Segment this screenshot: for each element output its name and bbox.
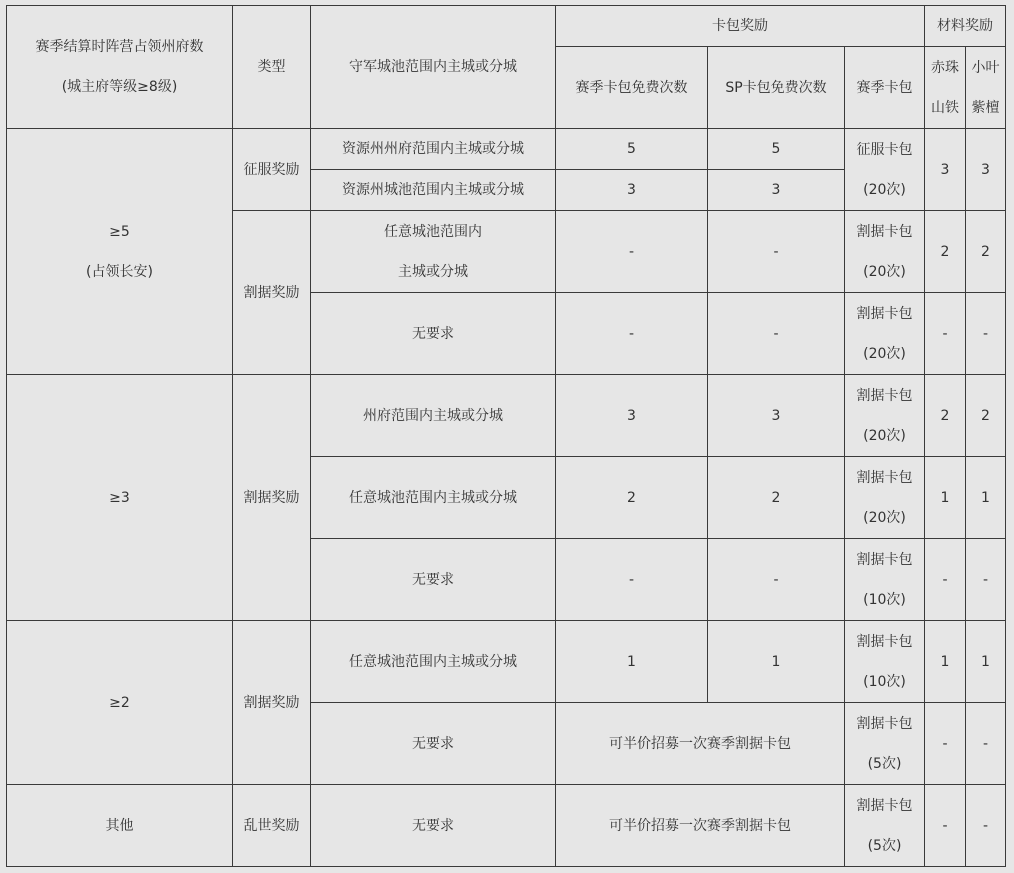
sp-free-cell: 3 <box>708 170 845 211</box>
pack-name: 割据卡包 <box>856 551 913 568</box>
season-pack-cell <box>845 703 925 785</box>
range-cell: 资源州城池范围内主城或分城 <box>311 170 556 211</box>
type-chaos: 乱世奖励 <box>233 785 311 867</box>
chizhu-cell: - <box>925 785 966 867</box>
xiaoye-cell: 1 <box>966 457 1006 539</box>
pack-count: (20次) <box>863 345 906 362</box>
season-free-cell: - <box>556 293 708 375</box>
xiaoye-cell: 3 <box>966 129 1006 211</box>
season-pack-cell <box>845 129 925 211</box>
chizhu-cell: 3 <box>925 129 966 211</box>
range-line-1: 任意城池范围内 <box>384 223 482 240</box>
header-xiaoye-2: 紫檀 <box>971 99 1000 116</box>
pack-count: (5次) <box>867 755 902 772</box>
sp-free-cell: - <box>708 539 845 621</box>
season-free-cell: 2 <box>556 457 708 539</box>
sp-free-cell: 5 <box>708 129 845 170</box>
occupied-ge5 <box>7 129 233 375</box>
header-sp-free: SP卡包免费次数 <box>708 47 845 129</box>
range-cell: 无要求 <box>311 293 556 375</box>
header-range: 守军城池范围内主城或分城 <box>311 6 556 129</box>
range-cell: 州府范围内主城或分城 <box>311 375 556 457</box>
header-card-reward: 卡包奖励 <box>556 6 925 47</box>
xiaoye-cell: 1 <box>966 621 1006 703</box>
pack-name: 征服卡包 <box>856 141 913 158</box>
season-pack-cell <box>845 785 925 867</box>
season-free-cell: 3 <box>556 375 708 457</box>
pack-name: 割据卡包 <box>856 633 913 650</box>
season-pack-cell <box>845 539 925 621</box>
pack-name: 割据卡包 <box>856 469 913 486</box>
season-reward-table <box>6 5 1006 867</box>
occupied-ge3: ≥3 <box>7 375 233 621</box>
header-material-reward: 材料奖励 <box>925 6 1006 47</box>
type-separatist: 割据奖励 <box>233 211 311 375</box>
season-pack-cell <box>845 457 925 539</box>
header-chizhu <box>925 47 966 129</box>
xiaoye-cell: - <box>966 293 1006 375</box>
range-cell: 无要求 <box>311 703 556 785</box>
pack-name: 割据卡包 <box>856 223 913 240</box>
season-free-cell: 5 <box>556 129 708 170</box>
pack-count: (20次) <box>863 509 906 526</box>
xiaoye-cell: - <box>966 785 1006 867</box>
range-cell: 无要求 <box>311 539 556 621</box>
season-pack-cell <box>845 211 925 293</box>
pack-name: 割据卡包 <box>856 715 913 732</box>
header-xiaoye <box>966 47 1006 129</box>
season-pack-cell <box>845 621 925 703</box>
season-pack-cell <box>845 375 925 457</box>
season-free-cell: - <box>556 539 708 621</box>
type-separatist: 割据奖励 <box>233 621 311 785</box>
sp-free-cell: 2 <box>708 457 845 539</box>
range-line-2: 主城或分城 <box>398 263 468 280</box>
header-row-1 <box>7 6 1006 47</box>
range-cell <box>311 211 556 293</box>
half-price-note: 可半价招募一次赛季割据卡包 <box>556 785 845 867</box>
occupied-other: 其他 <box>7 785 233 867</box>
header-chizhu-1: 赤珠 <box>931 59 960 76</box>
occupied-ge2: ≥2 <box>7 621 233 785</box>
pack-name: 割据卡包 <box>856 387 913 404</box>
season-free-cell: 1 <box>556 621 708 703</box>
header-xiaoye-1: 小叶 <box>971 59 1000 76</box>
sp-free-cell: 3 <box>708 375 845 457</box>
table-row <box>7 785 1006 867</box>
xiaoye-cell: - <box>966 539 1006 621</box>
header-chizhu-2: 山铁 <box>931 99 960 116</box>
pack-name: 割据卡包 <box>856 305 913 322</box>
sp-free-cell: - <box>708 211 845 293</box>
pack-count: (20次) <box>863 181 906 198</box>
range-cell: 资源州州府范围内主城或分城 <box>311 129 556 170</box>
table-row <box>7 375 1006 457</box>
chizhu-cell: - <box>925 703 966 785</box>
header-occupied-title: 赛季结算时阵营占领州府数 <box>35 39 204 55</box>
season-free-cell: 3 <box>556 170 708 211</box>
pack-name: 割据卡包 <box>856 797 913 814</box>
header-type: 类型 <box>233 6 311 129</box>
occupied-ge5-value: ≥5 <box>109 223 130 240</box>
chizhu-cell: 1 <box>925 621 966 703</box>
reward-table-container <box>6 5 1006 867</box>
pack-count: (20次) <box>863 427 906 444</box>
sp-free-cell: - <box>708 293 845 375</box>
header-season-pack: 赛季卡包 <box>845 47 925 129</box>
chizhu-cell: 2 <box>925 375 966 457</box>
range-cell: 任意城池范围内主城或分城 <box>311 457 556 539</box>
pack-count: (20次) <box>863 263 906 280</box>
table-row <box>7 129 1006 170</box>
season-free-cell: - <box>556 211 708 293</box>
chizhu-cell: 1 <box>925 457 966 539</box>
header-occupied-note: (城主府等级≥8级) <box>61 79 178 95</box>
range-cell: 无要求 <box>311 785 556 867</box>
type-separatist: 割据奖励 <box>233 375 311 621</box>
half-price-note: 可半价招募一次赛季割据卡包 <box>556 703 845 785</box>
season-pack-cell <box>845 293 925 375</box>
table-row <box>7 621 1006 703</box>
header-occupied-count <box>7 6 233 129</box>
occupied-ge5-note: (占领长安) <box>86 263 153 280</box>
xiaoye-cell: 2 <box>966 211 1006 293</box>
pack-count: (10次) <box>863 673 906 690</box>
xiaoye-cell: 2 <box>966 375 1006 457</box>
chizhu-cell: 2 <box>925 211 966 293</box>
pack-count: (5次) <box>867 837 902 854</box>
chizhu-cell: - <box>925 293 966 375</box>
sp-free-cell: 1 <box>708 621 845 703</box>
chizhu-cell: - <box>925 539 966 621</box>
xiaoye-cell: - <box>966 703 1006 785</box>
range-cell: 任意城池范围内主城或分城 <box>311 621 556 703</box>
pack-count: (10次) <box>863 591 906 608</box>
header-season-free: 赛季卡包免费次数 <box>556 47 708 129</box>
type-conquest: 征服奖励 <box>233 129 311 211</box>
